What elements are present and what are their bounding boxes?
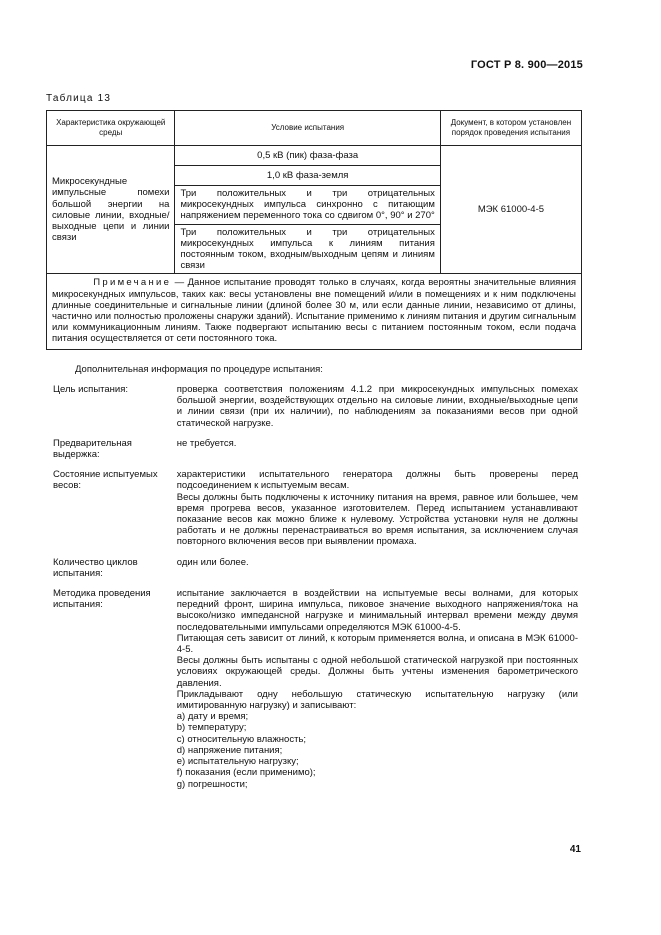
table-row [47, 146, 582, 166]
section-text: один или более. [176, 556, 249, 568]
list-item: e) испытательную нагрузку; [176, 756, 299, 768]
section-text [177, 588, 578, 790]
section-purpose [53, 384, 578, 429]
test-conditions-table [46, 110, 582, 350]
environment-cell: Микросекундные импульсные помехи большой энергии на силовые линии, входные/выходные цепи и линии связи [47, 146, 175, 274]
table-header-row [47, 111, 582, 146]
page-number: 41 [569, 844, 581, 855]
column-header-condition: Условие испытания [175, 111, 440, 146]
paragraph: Прикладывают одну небольшую статическую испытательную нагрузку (или имитированную нагрузку) и записывают: [176, 688, 578, 712]
table-note [47, 274, 582, 349]
section-label: Предварительная выдержка: [53, 437, 132, 461]
intro-text: Дополнительная информация по процедуре испытания: [75, 364, 323, 375]
section-method [53, 588, 578, 790]
section-preload [53, 438, 578, 460]
section-text: не требуется. [176, 437, 237, 449]
note-label: Примечание [93, 277, 172, 289]
section-label: Состояние испытуемых весов: [53, 469, 158, 492]
list-item: b) температуру; [176, 722, 247, 734]
condition-cell: 0,5 кВ (пик) фаза-фаза [175, 146, 440, 166]
list-item: g) погрешности; [176, 778, 248, 790]
column-header-environment: Характеристика окружающей среды [47, 111, 175, 146]
section-label: Методика проведения испытания: [53, 588, 151, 611]
list-item: d) напряжение питания; [176, 744, 283, 756]
paragraph: характеристики испытательного генератора должны быть проверены перед подсоединением к испытуемым весам. [176, 469, 578, 492]
note-text: — Данное испытание проводят только в случаях, когда вероятны значительные влияния микросекундных импульсов, таких как: весы установлены вне помещений и/или в помещениях и к ним подключены длинные соединительные и сигнальные линии (длиной более 30 м, или если данные линии, независимо от длины, частично или полностью проложены снаружи зданий). Испытание применимо к линиям питания и другим сигнальным или коммуникационным линиям. Также подвергают испытанию весы с питанием постоянным током, если подача питания осуществляется от сети постоянного тока. [52, 277, 576, 345]
section-text [177, 469, 578, 547]
paragraph: Весы должны быть испытаны с одной небольшой статической нагрузкой при постоянных условиях окружающей среды. Должны быть учтены изменения барометрического давления. [176, 655, 578, 689]
table-caption: Таблица 13 [46, 93, 112, 104]
procedure-sections [53, 384, 578, 799]
paragraph: испытание заключается в воздействии на испытуемые весы волнами, для которых передний фронт, ширина импульса, пиковое значение выходного напряжения/тока на высоко/низко импедансной нагрузке и минимальный интервал времени между двумя последовательными импульсами определяются МЭК 61000-4-5. [176, 588, 578, 633]
table-note-row [47, 274, 582, 349]
paragraph: Весы должны быть подключены к источнику питания на время, равное или большее, чем время прогрева весов, указанное изготовителем. Перед испытанием устанавливают показание весов как можно ближе к нулевому. Устройства установки нуля не должны работать и не должны перенастраиваться во время испытания, за исключением случая повторного включения весов при выявлении промаха. [176, 491, 578, 548]
list-item: f) показания (если применимо); [176, 767, 316, 779]
list-item: a) дату и время; [176, 711, 249, 723]
list-item: c) относительную влажность; [176, 733, 307, 745]
column-header-document: Документ, в котором установлен порядок проведения испытания [440, 111, 581, 146]
section-cycles [53, 557, 578, 579]
section-label: Цель испытания: [53, 384, 129, 395]
document-code: ГОСТ Р 8. 900—2015 [470, 59, 583, 71]
section-condition [53, 469, 578, 547]
condition-cell: Три положительных и три отрицательных микросекундных импульса к линиям питания постоянным током, входным/выходным цепям и линиям связи [175, 224, 440, 274]
condition-cell: Три положительных и три отрицательных микросекундных импульса синхронно с питающим напряжением переменного тока со сдвигом 0°, 90° и 270° [175, 186, 440, 225]
section-text: проверка соответствия положениям 4.1.2 при микросекундных импульсных помехах большой энергии, воздействующих отдельно на силовые линии, входные/выходные цепи и линии связи (при их наличии), по наблюдениям за показаниями весов при одной статической нагрузке. [176, 384, 578, 429]
condition-cell: 1,0 кВ фаза-земля [175, 166, 440, 186]
document-cell: МЭК 61000-4-5 [440, 146, 581, 274]
paragraph: Питающая сеть зависит от линий, к которым применяется волна, и описана в МЭК 61000-4-5. [176, 632, 578, 656]
section-label: Количество циклов испытания: [53, 556, 138, 579]
